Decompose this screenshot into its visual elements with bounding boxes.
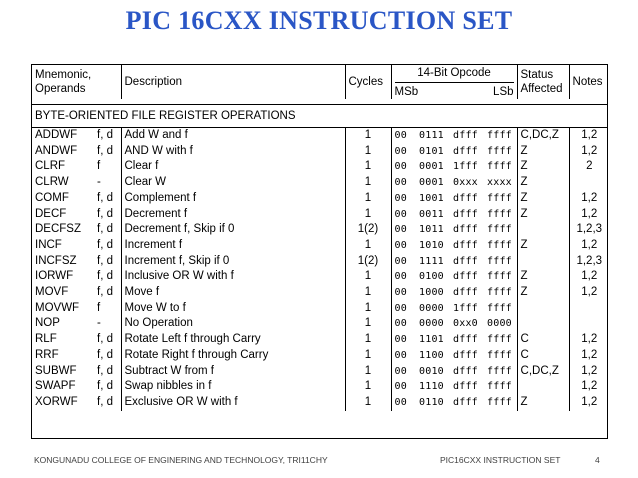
cell-opcode-3: dfff (453, 224, 478, 236)
table-row (32, 254, 608, 270)
table-row (32, 191, 608, 207)
cell-opcode-4: ffff (484, 364, 517, 380)
cell-cycles: 1 (345, 238, 391, 254)
cell-description: Increment f, Skip if 0 (121, 254, 345, 270)
cell-opcode-2: 0001 (419, 161, 444, 173)
cell-cycles: 1(2) (345, 254, 391, 270)
table-row (32, 316, 608, 332)
cell-opcode-1: 00 (394, 287, 407, 299)
cell-cycles: 1 (345, 175, 391, 191)
cell-description: Increment f (121, 238, 345, 254)
cell-status: C,DC,Z (517, 128, 569, 144)
cell-notes: 1,2 (581, 270, 598, 283)
header-cycles: Cycles (345, 65, 391, 99)
cell-operands: f, d (94, 379, 121, 395)
cell-opcode-4: ffff (484, 207, 517, 223)
cell-opcode-3: dfff (453, 239, 478, 251)
header-mnemonic (32, 65, 121, 99)
cell-opcode-2: 1010 (419, 239, 444, 251)
cell-notes (569, 316, 608, 332)
cell-status: Z (517, 269, 569, 285)
header-description: Description (121, 65, 345, 99)
cell-description: Complement f (121, 191, 345, 207)
cell-opcode-3: dfff (453, 192, 478, 204)
table-row (32, 222, 608, 238)
cell-opcode-1: 00 (394, 381, 407, 393)
cell-operands: f (94, 159, 121, 175)
header-status-line2: Affected (520, 83, 563, 95)
cell-opcode-4: ffff (484, 222, 517, 238)
cell-opcode-4: ffff (484, 348, 517, 364)
cell-opcode-2: 0010 (419, 365, 444, 377)
cell-status: C,DC,Z (517, 364, 569, 380)
cell-opcode-3: dfff (453, 130, 478, 141)
cell-notes: 1,2,3 (576, 223, 603, 236)
cell-opcode-4: ffff (484, 144, 517, 160)
table-row (32, 238, 608, 254)
cell-cycles: 1 (345, 191, 391, 207)
table-row (32, 395, 608, 411)
cell-opcode-3: 1fff (453, 161, 478, 173)
cell-opcode-1: 00 (394, 365, 407, 377)
cell-mnemonic: CLRF (35, 160, 66, 173)
cell-operands: f, d (94, 285, 121, 301)
cell-cycles: 1 (345, 332, 391, 348)
cell-opcode-2: 0000 (419, 318, 444, 330)
cell-notes: 1,2 (581, 348, 598, 361)
table-row (32, 207, 608, 223)
cell-description: Add W and f (121, 128, 345, 144)
cell-opcode-2: 0001 (419, 177, 444, 189)
cell-status: Z (517, 159, 569, 175)
cell-description: Decrement f, Skip if 0 (121, 222, 345, 238)
cell-mnemonic: MOVWF (35, 301, 80, 314)
cell-description: Rotate Left f through Carry (121, 332, 345, 348)
cell-cycles: 1 (345, 128, 391, 144)
cell-cycles: 1 (345, 379, 391, 395)
cell-opcode-2: 1110 (419, 381, 444, 393)
cell-opcode-1: 00 (394, 271, 407, 283)
cell-opcode-3: dfff (453, 381, 478, 393)
cell-opcode-4: ffff (484, 379, 517, 395)
cell-operands: f, d (94, 207, 121, 223)
cell-status (517, 316, 569, 332)
cell-operands: f, d (94, 395, 121, 411)
cell-mnemonic: CLRW (35, 176, 69, 189)
cell-opcode-2: 1001 (419, 192, 444, 204)
cell-operands: f, d (94, 144, 121, 160)
cell-mnemonic: INCF (35, 238, 62, 251)
cell-mnemonic: RLF (35, 333, 57, 346)
cell-description: Exclusive OR W with f (121, 395, 345, 411)
cell-cycles: 1(2) (345, 222, 391, 238)
cell-description: Move W to f (121, 301, 345, 317)
cell-opcode-2: 1100 (419, 349, 444, 361)
cell-notes: 1,2 (581, 286, 598, 299)
cell-description: Swap nibbles in f (121, 379, 345, 395)
header-notes: Notes (572, 76, 603, 88)
table-row (32, 285, 608, 301)
cell-status: Z (517, 207, 569, 223)
cell-notes: 1,2 (581, 333, 598, 346)
cell-cycles: 1 (345, 348, 391, 364)
cell-cycles: 1 (345, 269, 391, 285)
cell-description: No Operation (121, 316, 345, 332)
cell-operands: f, d (94, 128, 121, 144)
cell-opcode-1: 00 (394, 192, 407, 204)
cell-mnemonic: NOP (35, 317, 60, 330)
cell-notes (569, 301, 608, 317)
cell-opcode-1: 00 (394, 224, 407, 236)
cell-notes: 1,2 (581, 129, 598, 141)
cell-description: Move f (121, 285, 345, 301)
header-status-line1: Status (520, 69, 554, 81)
footer-page-number: 4 (595, 455, 600, 465)
cell-mnemonic: DECFSZ (35, 223, 81, 236)
table-row (32, 144, 608, 160)
cell-opcode-2: 0111 (419, 130, 444, 141)
cell-opcode-2: 0101 (419, 145, 444, 157)
cell-opcode-1: 00 (394, 145, 407, 157)
cell-opcode-3: dfff (453, 255, 478, 267)
cell-cycles: 1 (345, 207, 391, 223)
cell-cycles: 1 (345, 364, 391, 380)
header-status (517, 65, 569, 99)
cell-opcode-4: ffff (484, 191, 517, 207)
cell-status: C (517, 332, 569, 348)
cell-status (517, 379, 569, 395)
cell-opcode-4: ffff (484, 159, 517, 175)
cell-mnemonic: ADDWF (35, 129, 78, 141)
cell-opcode-3: dfff (453, 334, 478, 346)
cell-notes (569, 175, 608, 191)
cell-opcode-1: 00 (394, 177, 407, 189)
cell-opcode-3: dfff (453, 145, 478, 157)
cell-opcode-1: 00 (394, 239, 407, 251)
table-row (32, 348, 608, 364)
cell-opcode-2: 1000 (419, 287, 444, 299)
cell-description: Clear W (121, 175, 345, 191)
cell-operands: f (94, 301, 121, 317)
cell-opcode-4: ffff (484, 301, 517, 317)
header-opcode (391, 65, 517, 99)
cell-opcode-1: 00 (394, 130, 407, 141)
section-title: BYTE-ORIENTED FILE REGISTER OPERATIONS (32, 105, 608, 128)
cell-opcode-3: dfff (453, 208, 478, 220)
slide-title: PIC 16CXX INSTRUCTION SET (125, 6, 513, 35)
cell-status: Z (517, 238, 569, 254)
table-header-row (32, 65, 608, 99)
footer-section: PIC16CXX INSTRUCTION SET (440, 455, 561, 465)
cell-operands: - (94, 175, 121, 191)
cell-operands: f, d (94, 332, 121, 348)
cell-opcode-1: 00 (394, 208, 407, 220)
table-row (32, 364, 608, 380)
cell-opcode-3: 0xx0 (453, 318, 478, 330)
cell-opcode-4: ffff (484, 269, 517, 285)
cell-opcode-1: 00 (394, 161, 407, 173)
cell-cycles: 1 (345, 395, 391, 411)
cell-opcode-4: ffff (484, 128, 517, 144)
cell-mnemonic: MOVF (35, 286, 69, 299)
cell-description: Inclusive OR W with f (121, 269, 345, 285)
cell-opcode-3: dfff (453, 271, 478, 283)
table-row (32, 379, 608, 395)
cell-operands: - (94, 316, 121, 332)
cell-opcode-4: ffff (484, 332, 517, 348)
cell-status (517, 254, 569, 270)
cell-status: Z (517, 285, 569, 301)
cell-mnemonic: COMF (35, 191, 69, 204)
header-lsb: LSb (493, 85, 514, 98)
cell-opcode-1: 00 (394, 349, 407, 361)
table-row (32, 332, 608, 348)
cell-notes: 1,2 (581, 191, 598, 204)
table-row (32, 128, 608, 144)
cell-opcode-1: 00 (394, 318, 407, 330)
cell-mnemonic: XORWF (35, 395, 78, 408)
cell-notes: 2 (586, 160, 593, 173)
cell-status (517, 301, 569, 317)
header-mnemonic-line1: Mnemonic, (35, 69, 92, 81)
cell-opcode-1: 00 (394, 334, 407, 346)
cell-operands: f, d (94, 254, 121, 270)
instruction-table-frame (31, 64, 608, 439)
cell-opcode-4: ffff (484, 238, 517, 254)
cell-mnemonic: SUBWF (35, 364, 77, 377)
table-row (32, 159, 608, 175)
cell-opcode-2: 0000 (419, 302, 444, 314)
cell-opcode-2: 1011 (419, 224, 444, 236)
table-row (32, 175, 608, 191)
cell-opcode-4: ffff (484, 285, 517, 301)
cell-opcode-4: 0000 (484, 316, 517, 332)
cell-notes: 1,2 (581, 238, 598, 251)
cell-operands: f, d (94, 222, 121, 238)
cell-description: AND W with f (121, 144, 345, 160)
cell-cycles: 1 (345, 285, 391, 301)
cell-status: C (517, 348, 569, 364)
header-msb: MSb (394, 85, 419, 98)
cell-opcode-1: 00 (394, 302, 407, 314)
cell-opcode-2: 1101 (419, 334, 444, 346)
cell-operands: f, d (94, 364, 121, 380)
header-opcode-title: 14-Bit Opcode (417, 66, 491, 79)
cell-operands: f, d (94, 238, 121, 254)
cell-opcode-4: xxxx (484, 175, 517, 191)
table-body (32, 128, 608, 411)
cell-notes: 1,2 (581, 364, 598, 377)
cell-notes: 1,2 (581, 395, 598, 408)
cell-cycles: 1 (345, 316, 391, 332)
cell-opcode-3: dfff (453, 396, 478, 408)
cell-description: Rotate Right f through Carry (121, 348, 345, 364)
cell-status: Z (517, 144, 569, 160)
cell-status: Z (517, 395, 569, 411)
cell-mnemonic: RRF (35, 348, 59, 361)
cell-opcode-2: 0110 (419, 396, 444, 408)
cell-cycles: 1 (345, 144, 391, 160)
header-msb-lsb (395, 82, 514, 99)
cell-mnemonic: INCFSZ (35, 254, 77, 267)
cell-opcode-2: 1111 (419, 255, 444, 267)
cell-opcode-4: ffff (484, 254, 517, 270)
cell-description: Decrement f (121, 207, 345, 223)
cell-cycles: 1 (345, 159, 391, 175)
cell-notes: 1,2 (581, 207, 598, 220)
cell-operands: f, d (94, 348, 121, 364)
footer-college: KONGUNADU COLLEGE OF ENGINERING AND TECHNOLOGY, TRI11CHY (34, 455, 328, 465)
cell-mnemonic: SWAPF (35, 380, 76, 393)
cell-notes: 1,2 (581, 144, 598, 157)
cell-opcode-3: dfff (453, 349, 478, 361)
cell-status (517, 222, 569, 238)
cell-opcode-2: 0100 (419, 271, 444, 283)
cell-notes: 1,2 (581, 380, 598, 393)
section-header-row (32, 105, 608, 128)
cell-opcode-2: 0011 (419, 208, 444, 220)
cell-mnemonic: ANDWF (35, 144, 78, 157)
cell-status: Z (517, 175, 569, 191)
cell-opcode-1: 00 (394, 255, 407, 267)
cell-opcode-3: 0xxx (453, 177, 478, 189)
cell-operands: f, d (94, 191, 121, 207)
cell-opcode-3: dfff (453, 287, 478, 299)
cell-opcode-4: ffff (484, 395, 517, 411)
table-row (32, 301, 608, 317)
cell-description: Clear f (121, 159, 345, 175)
cell-mnemonic: DECF (35, 207, 67, 220)
cell-status: Z (517, 191, 569, 207)
cell-opcode-3: 1fff (453, 302, 478, 314)
instruction-table (32, 65, 608, 411)
cell-cycles: 1 (345, 301, 391, 317)
cell-mnemonic: IORWF (35, 270, 74, 283)
header-mnemonic-line2: Operands (35, 83, 86, 95)
cell-description: Subtract W from f (121, 364, 345, 380)
cell-notes: 1,2,3 (576, 254, 603, 267)
cell-opcode-1: 00 (394, 396, 407, 408)
table-row (32, 269, 608, 285)
cell-operands: f, d (94, 269, 121, 285)
cell-opcode-3: dfff (453, 365, 478, 377)
